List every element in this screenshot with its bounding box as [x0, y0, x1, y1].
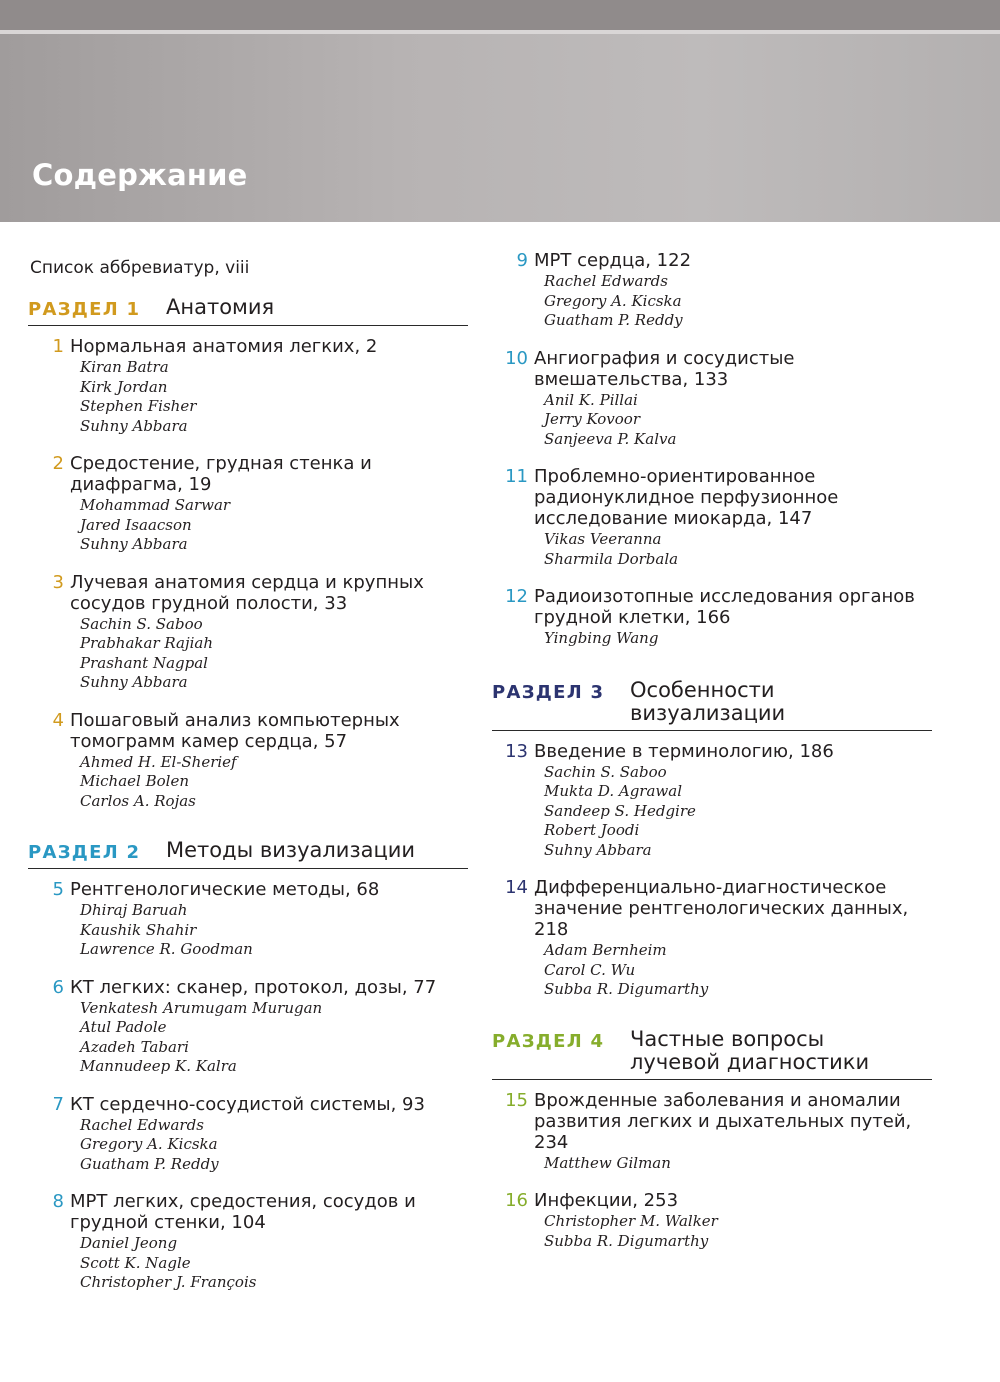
chapter-number: 10: [505, 347, 528, 369]
section-header: [492, 679, 932, 731]
header-edge-line: [0, 30, 1000, 34]
author: Sachin S. Saboo: [80, 614, 203, 633]
chapter-title: Пошаговый анализ компьютерных томограмм камер сердца, 57: [70, 709, 400, 752]
section-title: Анатомия: [166, 295, 275, 319]
chapter-number: 4: [52, 709, 64, 731]
author: Kaushik Shahir: [80, 920, 197, 939]
author: Scott K. Nagle: [80, 1253, 191, 1272]
section-title: Методы визуализации: [166, 838, 416, 862]
chapter-title: Радиоизотопные исследования органов грудной клетки, 166: [534, 586, 915, 628]
author: Carol C. Wu: [544, 960, 636, 979]
chapter-number: 5: [52, 879, 64, 900]
author: Mukta D. Agrawal: [544, 782, 683, 800]
chapter-number: 7: [52, 1093, 64, 1115]
chapter-8[interactable]: [28, 1191, 468, 1293]
chapter-15[interactable]: [492, 1090, 932, 1174]
chapter-number: 8: [52, 1191, 64, 1212]
chapter-authors: [534, 1212, 932, 1251]
author: Yingbing Wang: [544, 629, 659, 647]
author: Lawrence R. Goodman: [80, 940, 253, 958]
chapter-number: 3: [52, 571, 64, 593]
chapter-title: КТ сердечно-сосудистой системы, 93: [70, 1093, 425, 1115]
author: Gregory A. Kicska: [80, 1135, 218, 1153]
chapter-title: Дифференциально-диагностическое значение рентгенологических данных, 218: [534, 877, 909, 940]
chapter-authors: [70, 615, 468, 693]
chapter-authors: [70, 496, 468, 555]
author: Sandeep S. Hedgire: [544, 801, 696, 820]
chapter-2[interactable]: [28, 453, 468, 555]
chapter-authors: [70, 358, 468, 436]
chapter-title: Врожденные заболевания и аномалии развития легких и дыхательных путей, 234: [534, 1089, 912, 1153]
author: Kirk Jordan: [80, 377, 168, 396]
author: Stephen Fisher: [80, 397, 197, 415]
author: Suhny Abbara: [80, 673, 188, 691]
author: Suhny Abbara: [80, 416, 188, 435]
section-title: Особенности визуализации: [630, 677, 786, 725]
chapter-3[interactable]: [28, 572, 468, 693]
chapter-number: 2: [52, 453, 64, 474]
author: Venkatesh Arumugam Murugan: [80, 998, 323, 1017]
chapter-authors: [534, 272, 932, 331]
author: Kiran Batra: [80, 358, 169, 376]
page-header-band: [0, 0, 1000, 222]
chapter-number: 11: [505, 466, 528, 487]
section-label: РАЗДЕЛ 4: [492, 1030, 605, 1052]
chapter-authors: [534, 391, 932, 450]
author: Sachin S. Saboo: [544, 762, 667, 781]
chapter-authors: [70, 1234, 468, 1293]
chapter-number: 6: [52, 976, 64, 998]
chapter-title: Лучевая анатомия сердца и крупных сосудов грудной полости, 33: [70, 571, 424, 614]
chapter-title: Введение в терминологию, 186: [534, 740, 834, 762]
section-4: [492, 1028, 932, 1252]
chapter-authors: [534, 763, 932, 861]
chapter-title: МРТ легких, средостения, сосудов и грудной стенки, 104: [70, 1191, 416, 1233]
author: Sharmila Dorbala: [544, 549, 679, 568]
chapter-5[interactable]: [28, 879, 468, 960]
chapter-authors: [70, 753, 468, 812]
author: Suhny Abbara: [544, 840, 652, 859]
section-1: [28, 296, 468, 811]
chapter-title: МРТ сердца, 122: [534, 250, 692, 271]
chapter-authors: [70, 999, 468, 1077]
author: Vikas Veeranna: [544, 530, 662, 548]
chapter-number: 16: [505, 1190, 528, 1211]
chapter-authors: [70, 901, 468, 960]
chapter-title: Ангиография и сосудистые вмешательства, 133: [534, 347, 795, 390]
toc-right-column: [492, 250, 932, 1279]
author: Guatham P. Reddy: [544, 311, 683, 329]
author: Sanjeeva P. Kalva: [544, 429, 677, 448]
author: Jerry Kovoor: [544, 410, 641, 428]
chapter-6[interactable]: [28, 977, 468, 1077]
chapter-title: КТ легких: сканер, протокол, дозы, 77: [70, 976, 437, 998]
section-header: [492, 1028, 932, 1080]
chapter-authors: [534, 1154, 932, 1174]
author: Subba R. Digumarthy: [544, 1231, 709, 1250]
chapter-number: 14: [505, 877, 528, 898]
chapter-7[interactable]: [28, 1094, 468, 1175]
chapter-16[interactable]: [492, 1190, 932, 1251]
chapter-13[interactable]: [492, 741, 932, 861]
header-top-strip: [0, 0, 1000, 30]
author: Michael Bolen: [80, 772, 189, 790]
author: Guatham P. Reddy: [80, 1154, 219, 1173]
chapter-title: Рентгенологические методы, 68: [70, 879, 380, 900]
author: Christopher M. Walker: [544, 1212, 718, 1230]
author: Ahmed H. El-Sherief: [80, 752, 237, 771]
chapter-14[interactable]: [492, 877, 932, 1000]
author: Robert Joodi: [544, 821, 640, 839]
chapter-number: 1: [52, 336, 64, 357]
chapter-number: 12: [505, 586, 528, 607]
author: Carlos A. Rojas: [80, 791, 196, 810]
chapter-number: 13: [505, 740, 528, 762]
author: Mannudeep K. Kalra: [80, 1057, 237, 1075]
section-header: [28, 296, 468, 326]
author: Mohammad Sarwar: [80, 496, 231, 514]
author: Prashant Nagpal: [80, 653, 208, 672]
author: Rachel Edwards: [80, 1115, 204, 1134]
chapter-authors: [534, 629, 932, 649]
section-label: РАЗДЕЛ 2: [28, 842, 141, 863]
section-2: [28, 839, 468, 1293]
chapter-number: 15: [505, 1089, 528, 1111]
section-title: Частные вопросы лучевой диагностики: [630, 1026, 870, 1074]
chapter-title: Средостение, грудная стенка и диафрагма, 19: [70, 453, 372, 495]
chapter-title: Инфекции, 253: [534, 1190, 679, 1211]
author: Subba R. Digumarthy: [544, 980, 709, 998]
author: Dhiraj Baruah: [80, 901, 188, 919]
author: Anil K. Pillai: [544, 390, 638, 409]
section-label: РАЗДЕЛ 1: [28, 299, 141, 320]
abbreviations-entry[interactable]: Список аббревиатур, viii: [30, 258, 250, 278]
author: Azadeh Tabari: [80, 1037, 189, 1056]
chapter-9[interactable]: [492, 250, 932, 331]
author: Rachel Edwards: [544, 272, 668, 290]
author: Matthew Gilman: [544, 1153, 671, 1172]
section-header: [28, 839, 468, 869]
chapter-11[interactable]: [492, 466, 932, 569]
chapter-title: Проблемно-ориентированное радионуклидное перфузионное исследование миокарда, 147: [534, 466, 839, 529]
section-3: [492, 679, 932, 1000]
chapter-10[interactable]: [492, 348, 932, 450]
author: Atul Padole: [80, 1018, 167, 1036]
chapter-authors: [534, 941, 932, 1000]
toc-left-column: [28, 250, 468, 1321]
page-title: Содержание: [32, 158, 248, 192]
author: Prabhakar Rajiah: [80, 634, 214, 652]
author: Jared Isaacson: [80, 515, 192, 534]
chapter-1[interactable]: [28, 336, 468, 436]
author: Gregory A. Kicska: [544, 291, 682, 310]
chapter-title: Нормальная анатомия легких, 2: [70, 336, 378, 357]
author: Adam Bernheim: [544, 941, 667, 959]
chapter-number: 9: [516, 250, 528, 271]
section-label: РАЗДЕЛ 3: [492, 681, 605, 703]
chapter-4[interactable]: [28, 710, 468, 812]
author: Christopher J. François: [80, 1273, 257, 1291]
author: Suhny Abbara: [80, 535, 188, 553]
chapter-authors: [534, 530, 932, 569]
chapter-authors: [70, 1116, 468, 1175]
chapter-12[interactable]: [492, 586, 932, 649]
author: Daniel Jeong: [80, 1234, 178, 1252]
